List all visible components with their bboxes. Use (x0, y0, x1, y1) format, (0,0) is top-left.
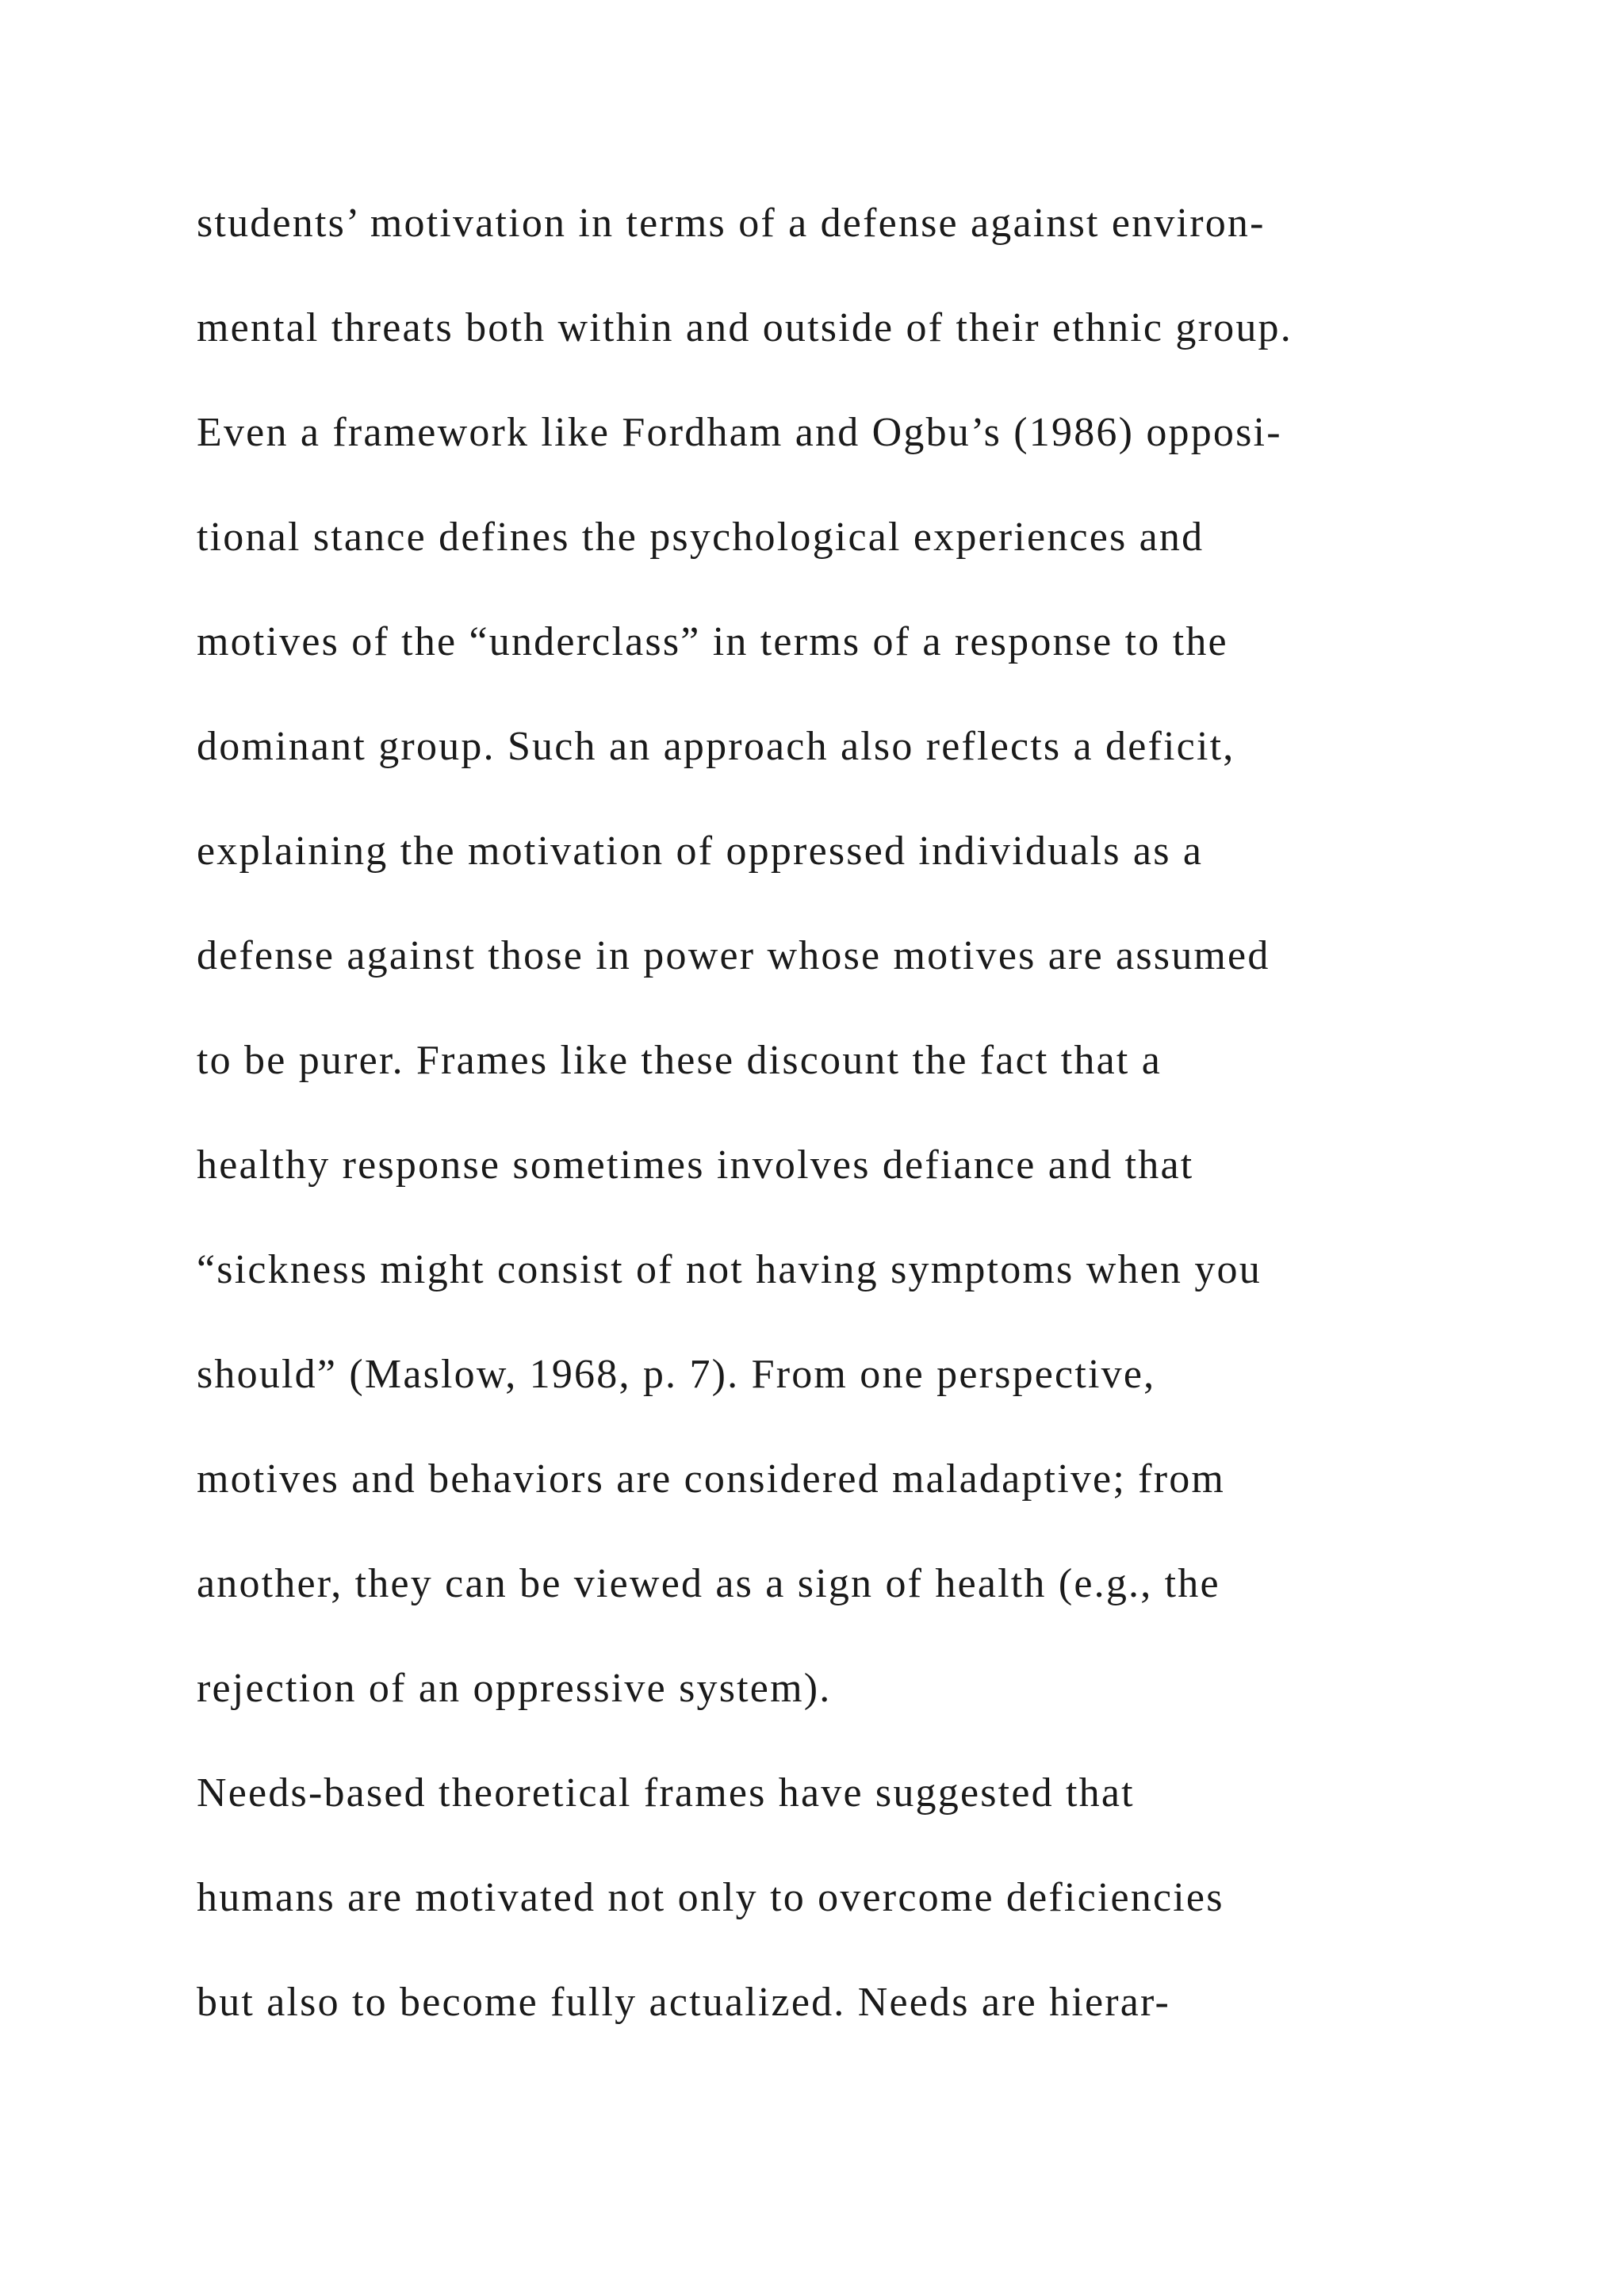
text-line: rejection of an oppressive system). (197, 1666, 832, 1711)
text-line: defense against those in power whose motives are assumed (197, 933, 1270, 978)
text-line: healthy response sometimes involves defiance and that (197, 1142, 1194, 1188)
text-line: Even a framework like Fordham and Ogbu’s (1986) opposi- (197, 410, 1282, 455)
text-line: humans are motivated not only to overcome deficiencies (197, 1875, 1224, 1920)
text-line: another, they can be viewed as a sign of health (e.g., the (197, 1561, 1220, 1606)
text-line: motives of the “underclass” in terms of a response to the (197, 619, 1228, 664)
text-line: dominant group. Such an approach also reflects a deficit, (197, 724, 1235, 769)
text-line: but also to become fully actualized. Needs are hierar- (197, 1980, 1171, 2025)
text-line: explaining the motivation of oppressed individuals as a (197, 828, 1204, 874)
text-line: “sickness might consist of not having symptoms when you (197, 1247, 1262, 1292)
text-line: Needs-based theoretical frames have suggested that (197, 1770, 1135, 1816)
text-line: to be purer. Frames like these discount the fact that a (197, 1038, 1162, 1083)
body-text (197, 189, 1465, 2072)
text-line: students’ motivation in terms of a defense against environ- (197, 201, 1266, 246)
text-line: tional stance defines the psychological experiences and (197, 515, 1205, 560)
text-line: mental threats both within and outside of their ethnic group. (197, 305, 1293, 350)
text-line: motives and behaviors are considered maladaptive; from (197, 1456, 1226, 1502)
text-line: should” (Maslow, 1968, p. 7). From one perspective, (197, 1352, 1156, 1397)
